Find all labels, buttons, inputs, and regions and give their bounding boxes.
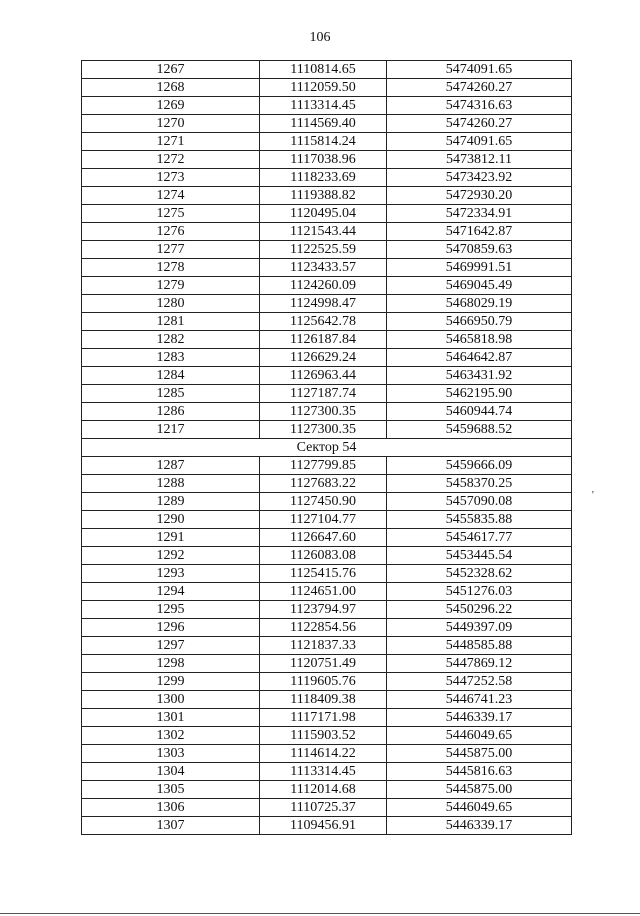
y-coordinate: 5454617.77 (387, 529, 572, 547)
table-row (82, 79, 572, 97)
x-coordinate: 1115903.52 (260, 727, 387, 745)
y-coordinate: 5449397.09 (387, 619, 572, 637)
table-row (82, 187, 572, 205)
point-number: 1292 (82, 547, 260, 565)
point-number: 1284 (82, 367, 260, 385)
x-coordinate: 1124260.09 (260, 277, 387, 295)
point-number: 1293 (82, 565, 260, 583)
point-number: 1294 (82, 583, 260, 601)
x-coordinate: 1127450.90 (260, 493, 387, 511)
x-coordinate: 1124651.00 (260, 583, 387, 601)
y-coordinate: 5445875.00 (387, 745, 572, 763)
point-number: 1269 (82, 97, 260, 115)
point-number: 1281 (82, 313, 260, 331)
table-row (82, 655, 572, 673)
table-row (82, 151, 572, 169)
x-coordinate: 1114614.22 (260, 745, 387, 763)
x-coordinate: 1121543.44 (260, 223, 387, 241)
y-coordinate: 5465818.98 (387, 331, 572, 349)
table-row (82, 709, 572, 727)
table-row (82, 223, 572, 241)
x-coordinate: 1114569.40 (260, 115, 387, 133)
point-number: 1302 (82, 727, 260, 745)
y-coordinate: 5474260.27 (387, 79, 572, 97)
point-number: 1267 (82, 61, 260, 79)
table-row (82, 457, 572, 475)
y-coordinate: 5460944.74 (387, 403, 572, 421)
table-row (82, 295, 572, 313)
point-number: 1291 (82, 529, 260, 547)
y-coordinate: 5474091.65 (387, 133, 572, 151)
x-coordinate: 1122525.59 (260, 241, 387, 259)
x-coordinate: 1121837.33 (260, 637, 387, 655)
sector-label: Сектор 54 (82, 439, 572, 457)
table-row (82, 421, 572, 439)
table-row (82, 349, 572, 367)
point-number: 1288 (82, 475, 260, 493)
table-row (82, 313, 572, 331)
y-coordinate: 5474316.63 (387, 97, 572, 115)
y-coordinate: 5447869.12 (387, 655, 572, 673)
point-number: 1279 (82, 277, 260, 295)
table-row (82, 241, 572, 259)
point-number: 1303 (82, 745, 260, 763)
point-number: 1273 (82, 169, 260, 187)
y-coordinate: 5446339.17 (387, 817, 572, 835)
table-row (82, 133, 572, 151)
point-number: 1272 (82, 151, 260, 169)
x-coordinate: 1109456.91 (260, 817, 387, 835)
y-coordinate: 5472334.91 (387, 205, 572, 223)
point-number: 1277 (82, 241, 260, 259)
table-row (82, 781, 572, 799)
point-number: 1305 (82, 781, 260, 799)
coordinates-table (81, 60, 572, 835)
page-number: 106 (309, 30, 331, 45)
table-row (82, 385, 572, 403)
point-number: 1304 (82, 763, 260, 781)
point-number: 1296 (82, 619, 260, 637)
y-coordinate: 5470859.63 (387, 241, 572, 259)
sector-row (82, 439, 572, 457)
x-coordinate: 1126187.84 (260, 331, 387, 349)
y-coordinate: 5453445.54 (387, 547, 572, 565)
point-number: 1270 (82, 115, 260, 133)
y-coordinate: 5452328.62 (387, 565, 572, 583)
page-bottom-edge (0, 913, 640, 914)
y-coordinate: 5448585.88 (387, 637, 572, 655)
point-number: 1276 (82, 223, 260, 241)
table-row (82, 601, 572, 619)
point-number: 1274 (82, 187, 260, 205)
table-row (82, 115, 572, 133)
sector-header-group (82, 439, 572, 457)
point-number: 1283 (82, 349, 260, 367)
table-row (82, 745, 572, 763)
table-row (82, 169, 572, 187)
point-number: 1287 (82, 457, 260, 475)
x-coordinate: 1127300.35 (260, 421, 387, 439)
x-coordinate: 1118409.38 (260, 691, 387, 709)
table-row (82, 817, 572, 835)
table-row (82, 583, 572, 601)
point-number: 1290 (82, 511, 260, 529)
y-coordinate: 5446339.17 (387, 709, 572, 727)
y-coordinate: 5474260.27 (387, 115, 572, 133)
table-row (82, 799, 572, 817)
point-number: 1301 (82, 709, 260, 727)
x-coordinate: 1127300.35 (260, 403, 387, 421)
y-coordinate: 5469991.51 (387, 259, 572, 277)
x-coordinate: 1127187.74 (260, 385, 387, 403)
x-coordinate: 1125642.78 (260, 313, 387, 331)
y-coordinate: 5455835.88 (387, 511, 572, 529)
x-coordinate: 1115814.24 (260, 133, 387, 151)
table-row (82, 367, 572, 385)
y-coordinate: 5445875.00 (387, 781, 572, 799)
table-row (82, 205, 572, 223)
point-number: 1307 (82, 817, 260, 835)
table-row (82, 673, 572, 691)
x-coordinate: 1118233.69 (260, 169, 387, 187)
table-row (82, 565, 572, 583)
y-coordinate: 5446049.65 (387, 727, 572, 745)
x-coordinate: 1110725.37 (260, 799, 387, 817)
table-row (82, 529, 572, 547)
table-row (82, 403, 572, 421)
point-number: 1306 (82, 799, 260, 817)
table-row (82, 277, 572, 295)
y-coordinate: 5447252.58 (387, 673, 572, 691)
y-coordinate: 5462195.90 (387, 385, 572, 403)
point-number: 1286 (82, 403, 260, 421)
x-coordinate: 1126629.24 (260, 349, 387, 367)
table-row (82, 331, 572, 349)
x-coordinate: 1126083.08 (260, 547, 387, 565)
y-coordinate: 5471642.87 (387, 223, 572, 241)
y-coordinate: 5451276.03 (387, 583, 572, 601)
x-coordinate: 1119388.82 (260, 187, 387, 205)
point-number: 1275 (82, 205, 260, 223)
y-coordinate: 5474091.65 (387, 61, 572, 79)
table-row (82, 691, 572, 709)
x-coordinate: 1125415.76 (260, 565, 387, 583)
point-number: 1271 (82, 133, 260, 151)
table-row (82, 637, 572, 655)
x-coordinate: 1119605.76 (260, 673, 387, 691)
y-coordinate: 5446741.23 (387, 691, 572, 709)
x-coordinate: 1124998.47 (260, 295, 387, 313)
x-coordinate: 1117038.96 (260, 151, 387, 169)
y-coordinate: 5445816.63 (387, 763, 572, 781)
y-coordinate: 5446049.65 (387, 799, 572, 817)
table-row (82, 511, 572, 529)
point-number: 1297 (82, 637, 260, 655)
y-coordinate: 5457090.08 (387, 493, 572, 511)
x-coordinate: 1117171.98 (260, 709, 387, 727)
y-coordinate: 5466950.79 (387, 313, 572, 331)
table-body-lower (82, 457, 572, 835)
x-coordinate: 1127799.85 (260, 457, 387, 475)
x-coordinate: 1122854.56 (260, 619, 387, 637)
point-number: 1299 (82, 673, 260, 691)
table-body-upper (82, 61, 572, 439)
table-row (82, 727, 572, 745)
y-coordinate: 5468029.19 (387, 295, 572, 313)
table-row (82, 763, 572, 781)
x-coordinate: 1126963.44 (260, 367, 387, 385)
point-number: 1285 (82, 385, 260, 403)
table-row (82, 475, 572, 493)
x-coordinate: 1127683.22 (260, 475, 387, 493)
table-row (82, 619, 572, 637)
stray-mark: ' (592, 490, 594, 501)
point-number: 1298 (82, 655, 260, 673)
x-coordinate: 1112059.50 (260, 79, 387, 97)
x-coordinate: 1126647.60 (260, 529, 387, 547)
point-number: 1289 (82, 493, 260, 511)
y-coordinate: 5464642.87 (387, 349, 572, 367)
y-coordinate: 5473812.11 (387, 151, 572, 169)
point-number: 1268 (82, 79, 260, 97)
point-number: 1282 (82, 331, 260, 349)
y-coordinate: 5458370.25 (387, 475, 572, 493)
y-coordinate: 5469045.49 (387, 277, 572, 295)
table-row (82, 259, 572, 277)
x-coordinate: 1112014.68 (260, 781, 387, 799)
y-coordinate: 5472930.20 (387, 187, 572, 205)
x-coordinate: 1113314.45 (260, 97, 387, 115)
y-coordinate: 5473423.92 (387, 169, 572, 187)
table-row (82, 493, 572, 511)
x-coordinate: 1123433.57 (260, 259, 387, 277)
x-coordinate: 1127104.77 (260, 511, 387, 529)
table-row (82, 97, 572, 115)
point-number: 1295 (82, 601, 260, 619)
point-number: 1280 (82, 295, 260, 313)
point-number: 1278 (82, 259, 260, 277)
x-coordinate: 1120495.04 (260, 205, 387, 223)
x-coordinate: 1120751.49 (260, 655, 387, 673)
x-coordinate: 1113314.45 (260, 763, 387, 781)
y-coordinate: 5459666.09 (387, 457, 572, 475)
point-number: 1217 (82, 421, 260, 439)
point-number: 1300 (82, 691, 260, 709)
y-coordinate: 5459688.52 (387, 421, 572, 439)
table-row (82, 547, 572, 565)
x-coordinate: 1110814.65 (260, 61, 387, 79)
y-coordinate: 5463431.92 (387, 367, 572, 385)
table-row (82, 61, 572, 79)
y-coordinate: 5450296.22 (387, 601, 572, 619)
x-coordinate: 1123794.97 (260, 601, 387, 619)
